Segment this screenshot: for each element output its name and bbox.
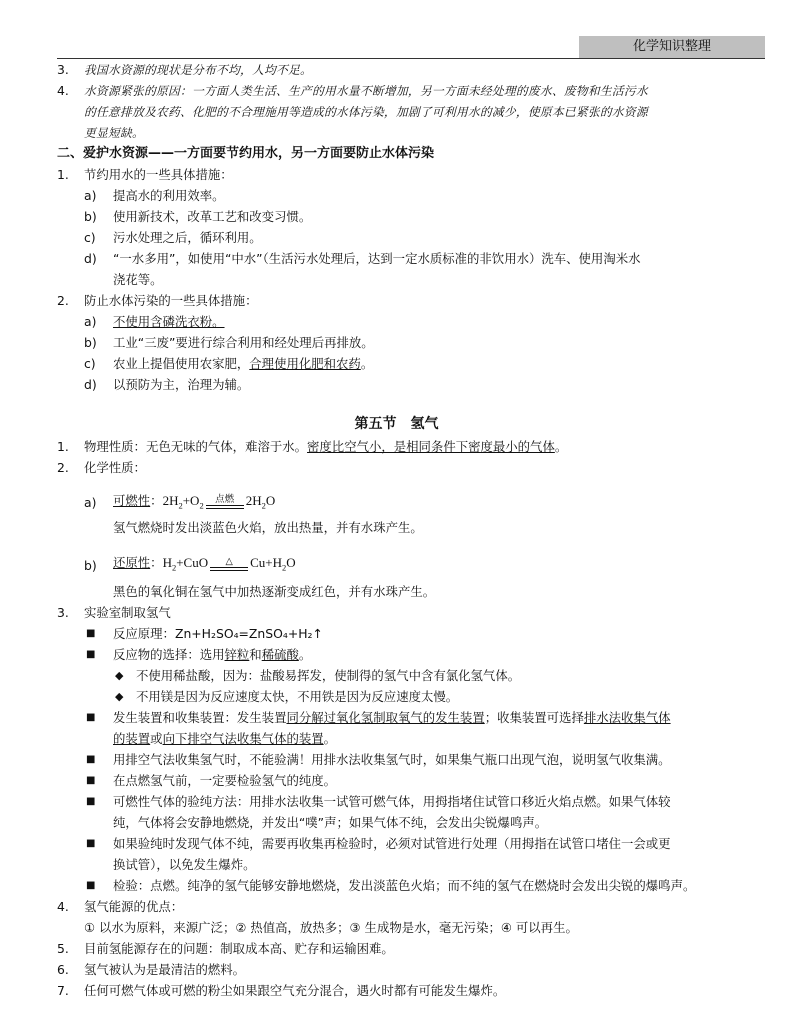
- item-number: 5.: [57, 941, 69, 956]
- bullet-text: 不使用稀盐酸，因为：盐酸易挥发，使制得的氢气中含有氯化氢气体。: [136, 668, 521, 683]
- item-number: 3.: [57, 605, 69, 620]
- item-number: 2.: [57, 293, 69, 308]
- property-label: 可燃性: [113, 493, 151, 508]
- header-title: 化学知识整理: [579, 36, 765, 58]
- sub-label: d): [84, 251, 97, 266]
- sub-text: “一水多用”，如使用“中水”（生活污水处理后，达到一定水质标准的非饮用水）洗车、使用淘米水: [113, 251, 641, 266]
- diamond-icon: ◆: [115, 690, 124, 703]
- item-number: 4.: [57, 83, 69, 98]
- bullet-icon: ■: [86, 880, 96, 891]
- section-heading: 二、爱护水资源——一方面要节约用水，另一方面要防止水体污染: [57, 146, 435, 161]
- item-number: 3.: [57, 62, 69, 77]
- item-number: 7.: [57, 983, 69, 998]
- item-text: 任何可燃气体或可燃的粉尘如果跟空气充分混合，遇火时都有可能发生爆炸。: [84, 983, 506, 998]
- bullet-icon: ■: [86, 712, 96, 723]
- underlined-text: 的装置: [113, 731, 151, 746]
- text: 或: [150, 731, 163, 746]
- sub-label: c): [84, 230, 96, 245]
- text: 。: [360, 356, 374, 371]
- underlined-text: 排水法收集气体: [583, 710, 671, 725]
- underlined-text: 锌粒: [224, 647, 250, 662]
- property-label: 还原性: [113, 555, 151, 570]
- bullet-text: 用排空气法收集氢气时，不能验满！用排水法收集氢气时，如果集气瓶口出现气泡，说明氢气收集满。: [113, 752, 671, 767]
- sub-text: 提高水的利用效率。: [113, 188, 225, 203]
- sub-label: a): [84, 188, 97, 203]
- bullet-text: [113, 729, 336, 749]
- item-text: 防止水体污染的一些具体措施：: [84, 293, 258, 308]
- equation-combustion: 可燃性：$2H_2+O_2$ 点燃 $2H_2O$: [113, 493, 276, 511]
- text: 。: [298, 647, 312, 662]
- underlined-text: 稀硫酸: [261, 647, 299, 662]
- item-number: 1.: [57, 439, 69, 454]
- bullet-text: 如果验纯时发现气体不纯，需要再收集再检验时，必须对试管进行处理（用拇指在试管口堵住一会或更: [113, 836, 671, 851]
- item-text: 的任意排放及农药、化肥的不合理施用等造成的水体污染，加剧了可利用水的减少，使原本已紧张的水资源: [84, 105, 648, 119]
- bullet-text: 纯，气体将会安静地燃烧，并发出“噗”声；如果气体不纯，会发出尖锐爆鸣声。: [113, 815, 548, 830]
- description-text: 黑色的氧化铜在氢气中加热逐渐变成红色，并有水珠产生。: [113, 584, 436, 599]
- sub-text: 不使用含磷洗衣粉。: [113, 314, 225, 329]
- item-text: 节约用水的一些具体措施：: [84, 167, 233, 182]
- item-text: ① 以水为原料，来源广泛；② 热值高，放热多；③ 生成物是水，毫无污染；④ 可以再生。: [84, 920, 578, 935]
- underlined-text: 合理使用化肥和农药: [249, 356, 361, 371]
- text: 农业上提倡使用农家肥，: [113, 356, 250, 371]
- sub-label: d): [84, 377, 97, 392]
- item-text: 更显短缺。: [84, 126, 144, 140]
- item-text: 氢气能源的优点：: [84, 899, 184, 914]
- sub-text: 浇花等。: [113, 272, 163, 287]
- text: 。: [323, 731, 337, 746]
- text: 发生装置和收集装置：发生装置: [113, 710, 287, 725]
- text: ；收集装置可选择: [484, 710, 584, 725]
- sub-text: 工业“三废”要进行综合利用和经处理后再排放。: [113, 335, 374, 350]
- description-text: 氢气燃烧时发出淡蓝色火焰，放出热量，并有水珠产生。: [113, 520, 423, 535]
- bullet-text: 在点燃氢气前，一定要检验氢气的纯度。: [113, 773, 337, 788]
- bullet-text: 换试管），以免发生爆炸。: [113, 857, 256, 872]
- bullet-text: [113, 708, 671, 728]
- underlined-text: 密度比空气小，是相同条件下密度最小的气体: [307, 439, 555, 454]
- sub-label: b): [84, 209, 97, 224]
- sub-text: 使用新技术，改革工艺和改变习惯。: [113, 209, 312, 224]
- section-title: 第五节 氢气: [354, 416, 439, 432]
- sub-label: a): [84, 495, 97, 510]
- sub-label: b): [84, 558, 97, 573]
- sub-text: 污水处理之后，循环利用。: [113, 230, 262, 245]
- text: 。: [554, 439, 568, 454]
- bullet-icon: ■: [86, 754, 96, 765]
- sub-label: c): [84, 356, 96, 371]
- item-number: 4.: [57, 899, 69, 914]
- bullet-text: 反应原理：Zn+H₂SO₄=ZnSO₄+H₂↑: [113, 626, 323, 641]
- bullet-text: 不用镁是因为反应速度太快，不用铁是因为反应速度太慢。: [136, 689, 459, 704]
- bullet-icon: ■: [86, 796, 96, 807]
- equation-reduction: 还原性：$H_2+CuO$ △ $Cu+H_2O$: [113, 555, 296, 573]
- item-text: 我国水资源的现状是分布不均，人均不足。: [84, 63, 312, 77]
- bullet-text: 检验：点燃。纯净的氢气能够安静地燃烧，发出淡蓝色火焰；而不纯的氢气在燃烧时会发出尖锐的爆鸣声。: [113, 878, 696, 893]
- diamond-icon: ◆: [115, 669, 124, 682]
- bullet-icon: ■: [86, 649, 96, 660]
- sub-label: b): [84, 335, 97, 350]
- item-text: 实验室制取氢气: [84, 605, 171, 620]
- underlined-text: 向下排空气法收集气体的装置: [162, 731, 324, 746]
- header-rule: [57, 58, 765, 59]
- item-number: 2.: [57, 460, 69, 475]
- item-text: 目前氢能源存在的问题：制取成本高、贮存和运输困难。: [84, 941, 394, 956]
- bullet-text: [113, 645, 311, 665]
- condition-text: 点燃: [215, 493, 235, 505]
- item-text: [84, 437, 567, 457]
- text: 反应物的选择：选用: [113, 647, 225, 662]
- sub-label: a): [84, 314, 97, 329]
- bullet-icon: ■: [86, 628, 96, 639]
- item-text: 氢气被认为是最清洁的燃料。: [84, 962, 246, 977]
- bullet-text: 可燃性气体的验纯方法：用排水法收集一试管可燃气体，用拇指堵住试管口移近火焰点燃。如果气体较: [113, 794, 671, 809]
- bullet-icon: ■: [86, 775, 96, 786]
- item-number: 1.: [57, 167, 69, 182]
- bullet-icon: ■: [86, 838, 96, 849]
- item-number: 6.: [57, 962, 69, 977]
- sub-text: [113, 354, 373, 374]
- item-text: 水资源紧张的原因：一方面人类生活、生产的用水量不断增加，另一方面未经处理的废水、废物和生活污水: [84, 84, 648, 98]
- text: 和: [249, 647, 262, 662]
- text: 物理性质：无色无味的气体，难溶于水。: [84, 439, 308, 454]
- sub-text: 以预防为主，治理为辅。: [113, 377, 250, 392]
- condition-text: △: [225, 555, 233, 567]
- underlined-text: 同分解过氧化氢制取氧气的发生装置: [286, 710, 485, 725]
- item-text: 化学性质：: [84, 460, 146, 475]
